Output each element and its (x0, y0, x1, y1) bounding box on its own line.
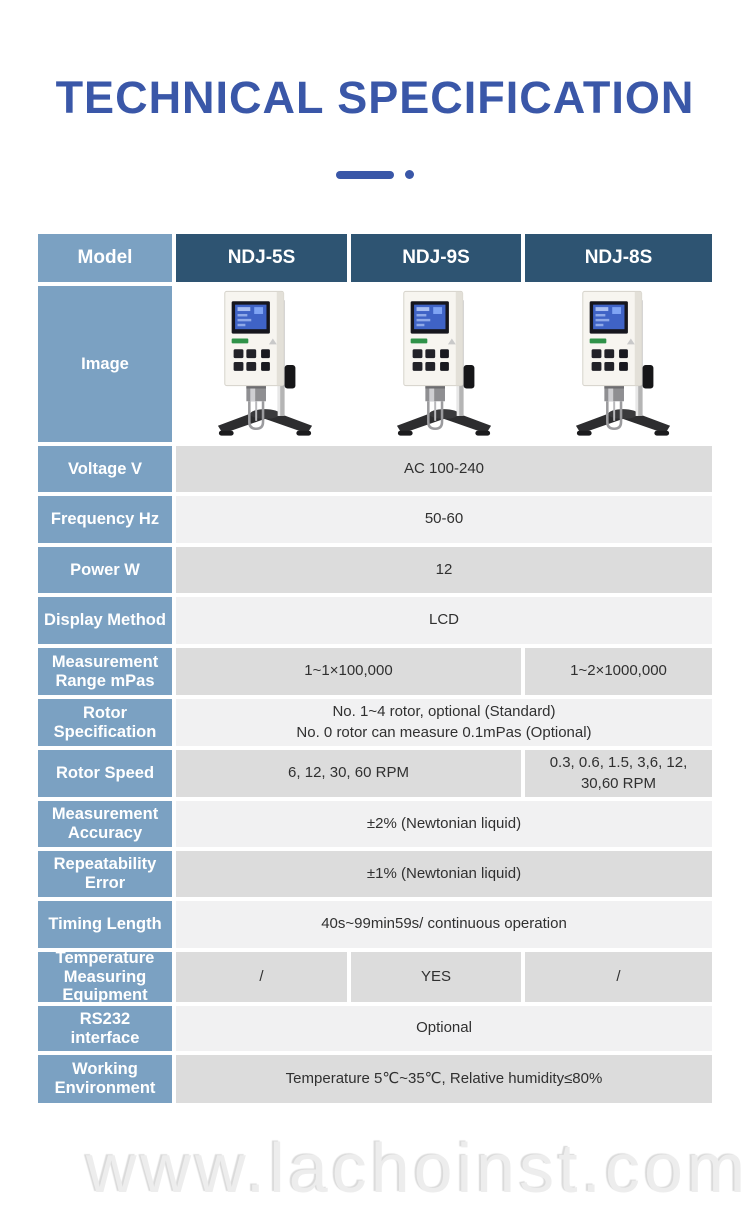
row-label-measurement-range: Measurement Range mPas (38, 648, 172, 695)
value-range-5s-9s: 1~1×100,000 (176, 648, 521, 695)
value-voltage: AC 100-240 (176, 446, 712, 492)
value-rotor-speed-5s-9s: 6, 12, 30, 60 RPM (176, 750, 521, 797)
row-label-working-environment: Working Environment (38, 1055, 172, 1103)
value-rs232-interface: Optional (176, 1006, 712, 1051)
row-label-voltage: Voltage V (38, 446, 172, 492)
viscometer-image (572, 290, 674, 438)
header-column-ndj-5s: NDJ-5S (176, 234, 347, 282)
header-model-label: Model (38, 234, 172, 282)
title-underline (0, 170, 750, 179)
row-label-rs232-interface: RS232 interface (38, 1006, 172, 1051)
row-label-timing-length: Timing Length (38, 901, 172, 948)
watermark: www.lachoinst.com (86, 1129, 750, 1207)
value-timing-length: 40s~99min59s/ continuous operation (176, 901, 712, 948)
page-title: TECHNICAL SPECIFICATION (55, 72, 695, 123)
viscometer-image (393, 290, 495, 438)
value-temp-equipment-8s: / (525, 952, 712, 1002)
value-repeatability-error: ±1% (Newtonian liquid) (176, 851, 712, 897)
row-label-image: Image (38, 286, 172, 442)
underline-dash (336, 171, 394, 179)
row-label-rotor-speed: Rotor Speed (38, 750, 172, 797)
value-rotor-speed-8s: 0.3, 0.6, 1.5, 3,6, 12, 30,60 RPM (525, 750, 712, 797)
value-range-8s: 1~2×1000,000 (525, 648, 712, 695)
spec-table (38, 234, 712, 1103)
row-label-frequency: Frequency Hz (38, 496, 172, 543)
value-measurement-accuracy: ±2% (Newtonian liquid) (176, 801, 712, 847)
value-frequency: 50-60 (176, 496, 712, 543)
rotor-spec-line2: No. 0 rotor can measure 0.1mPas (Optional) (296, 723, 592, 741)
value-display-method: LCD (176, 597, 712, 644)
value-temp-equipment-5s: / (176, 952, 347, 1002)
row-label-measurement-accuracy: Measurement Accuracy (38, 801, 172, 847)
image-row (176, 286, 712, 442)
row-label-display-method: Display Method (38, 597, 172, 644)
value-rotor-specification (176, 699, 712, 746)
value-power: 12 (176, 547, 712, 593)
header-column-ndj-8s: NDJ-8S (525, 234, 712, 282)
viscometer-image (214, 290, 316, 438)
row-label-power: Power W (38, 547, 172, 593)
row-label-temperature-equipment: Temperature Measuring Equipment (38, 952, 172, 1002)
underline-dot-icon (405, 170, 414, 179)
header-column-ndj-9s: NDJ-9S (351, 234, 521, 282)
value-temp-equipment-9s: YES (351, 952, 521, 1002)
rotor-spec-line1: No. 1~4 rotor, optional (Standard) (332, 703, 556, 721)
row-label-repeatability-error: Repeatability Error (38, 851, 172, 897)
value-working-environment: Temperature 5℃~35℃, Relative humidity≤80% (176, 1055, 712, 1103)
row-label-rotor-specification: Rotor Specification (38, 699, 172, 746)
